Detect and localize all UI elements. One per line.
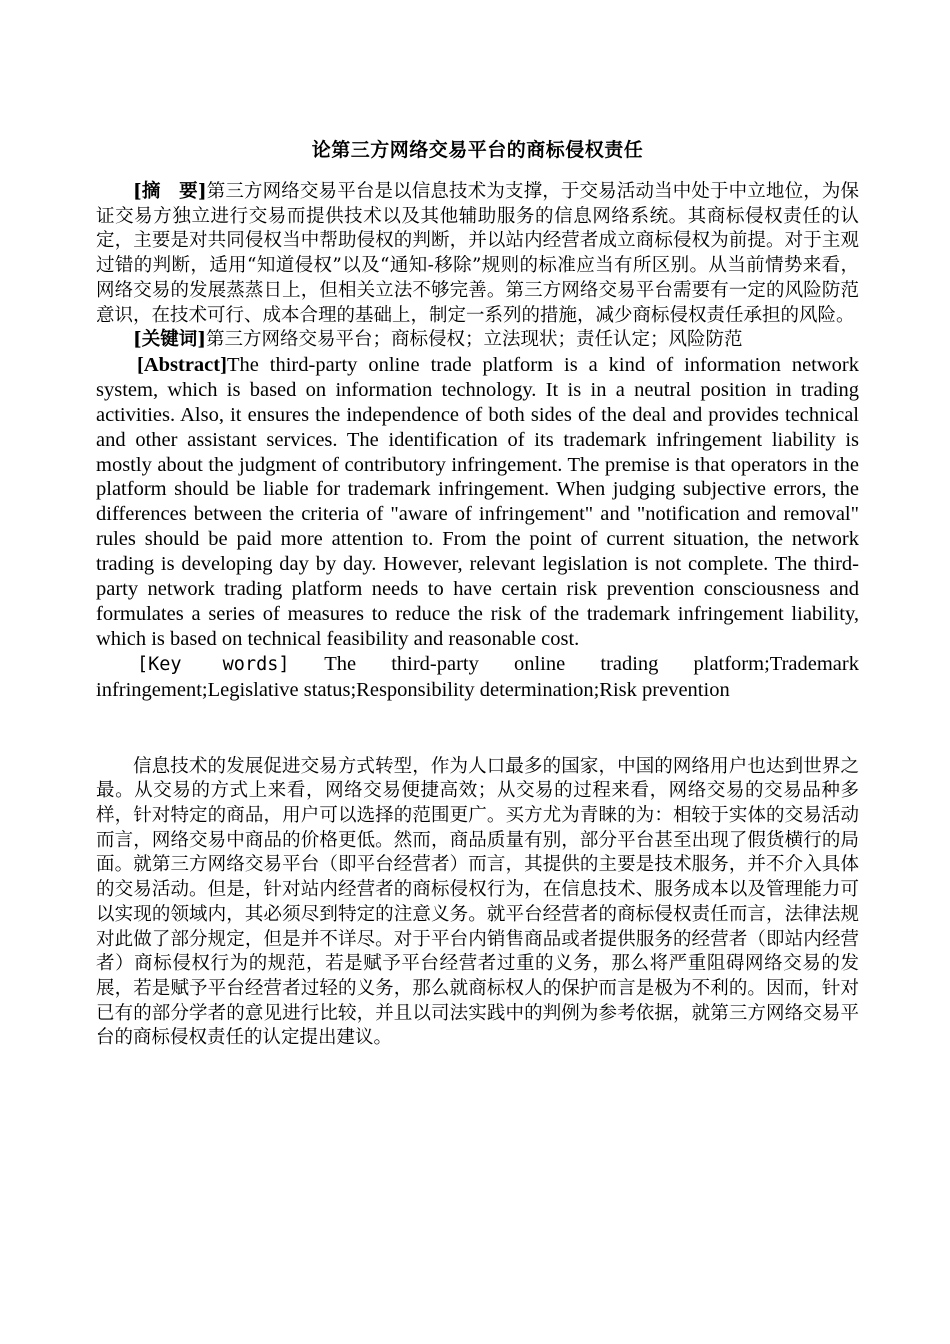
abstract-en-text: The third-party online trade platform is a kind of information network system, which is based on information technology. It is in a neutral position in trading activities. Also, it ensures the independence of both sides of the deal and provides technical and other assistant services. The identification of its trademark infringement liability is mostly about the judgment of contributory infringement. The premise is that operators in the platform should be liable for trademark infringement. When judging subjective errors, the differences between the criteria of "aware of infringement" and "notification and removal" rules should be paid more attention to. From the point of current situation, the network trading is developing day by day. However, relevant legislation is not complete. The third-party network trading platform needs to have certain risk prevention consciousness and formulates a series of measures to reduce the risk of the trademark infringement liability, which is based on technical feasibility and reasonable cost. bbox=[96, 353, 859, 650]
section-spacer bbox=[96, 703, 859, 755]
abstract-cn-text: 第三方网络交易平台是以信息技术为支撑，于交易活动当中处于中立地位，为保证交易方独立进行交易而提供技术以及其他辅助服务的信息网络系统。其商标侵权责任的认定，主要是对共同侵权当中帮助侵权的判断，并以站内经营者成立商标侵权为前提。对于主观过错的判断，适用“知道侵权”以及“通知-移除”规则的标准应当有所区别。从当前情势来看，网络交易的发展蒸蒸日上，但相关立法不够完善。第三方网络交易平台需要有一定的风险防范意识，在技术可行、成本合理的基础上，制定一系列的措施，减少商标侵权责任承担的风险。 bbox=[96, 181, 859, 326]
body-paragraph: 信息技术的发展促进交易方式转型，作为人口最多的国家，中国的网络用户也达到世界之最。从交易的方式上来看，网络交易便捷高效；从交易的过程来看，网络交易的交易品种多样，针对特定的商品，用户可以选择的范围更广。买方尤为青睐的为：相较于实体的交易活动而言，网络交易中商品的价格更低。然而，商品质量有别，部分平台甚至出现了假货横行的局面。就第三方网络交易平台（即平台经营者）而言，其提供的主要是技术服务，并不介入具体的交易活动。但是，针对站内经营者的商标侵权行为，在信息技术、服务成本以及管理能力可以实现的领域内，其必须尽到特定的注意义务。就平台经营者的商标侵权责任而言，法律法规对此做了部分规定，但是并不详尽。对于平台内销售商品或者提供服务的经营者（即站内经营者）商标侵权行为的规范，若是赋予平台经营者过重的义务，那么将严重阻碍网络交易的发展，若是赋予平台经营者过轻的义务，那么就商标权人的保护而言是极为不利的。因而，针对已有的部分学者的意见进行比较，并且以司法实践中的判例为参考依据，就第三方网络交易平台的商标侵权责任的认定提出建议。 bbox=[96, 755, 859, 1049]
keywords-en bbox=[96, 652, 859, 703]
paper-title: 论第三方网络交易平台的商标侵权责任 bbox=[311, 139, 644, 161]
keywords-cn-text: 第三方网络交易平台；商标侵权；立法现状；责任认定；风险防范 bbox=[206, 329, 743, 351]
abstract-en bbox=[96, 353, 859, 652]
abstract-cn-label: [摘 要] bbox=[133, 181, 207, 202]
keywords-cn-label: [关键词] bbox=[133, 329, 207, 351]
document-page bbox=[96, 130, 859, 1051]
abstract-cn bbox=[96, 180, 859, 328]
keywords-en-text: The third-party online trading platform;Trademark infringement;Legislative status;Responsibility determination;Risk prevention bbox=[96, 652, 859, 701]
keywords-cn bbox=[96, 328, 859, 353]
keywords-en-label: [Key words] bbox=[137, 653, 290, 675]
abstract-en-label: [Abstract] bbox=[137, 353, 227, 376]
